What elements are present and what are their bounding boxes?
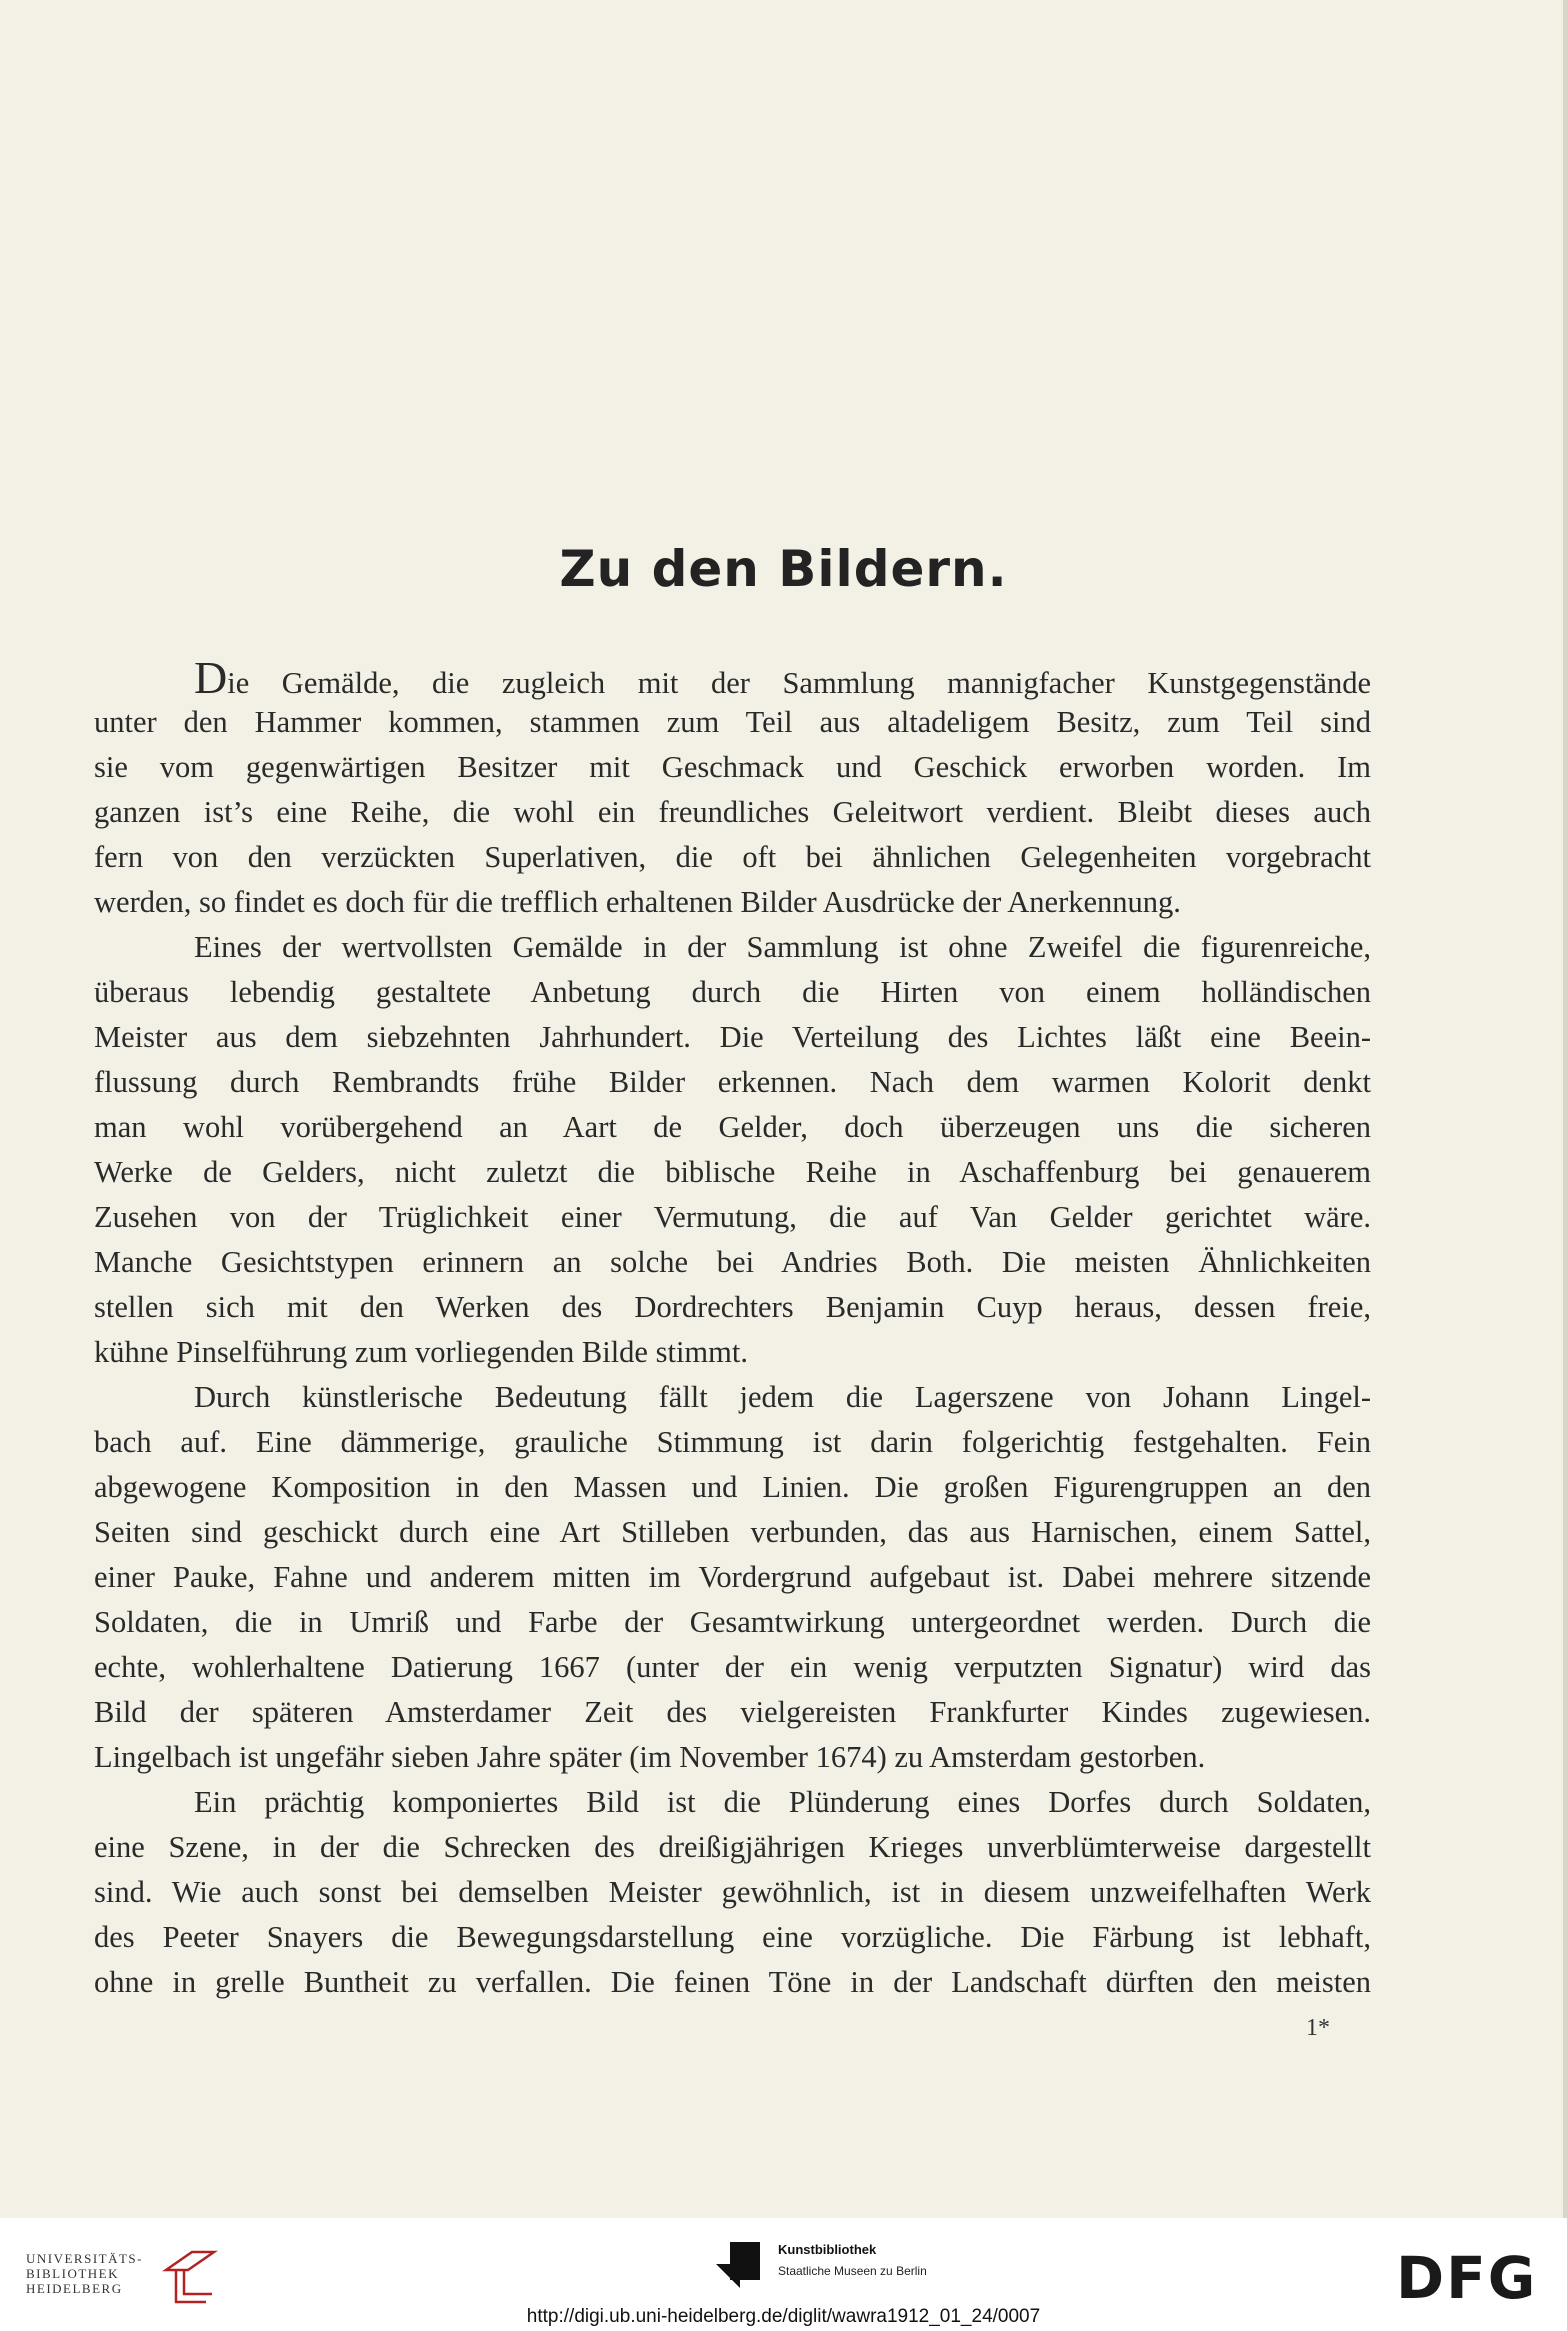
text-line — [94, 1510, 1371, 1555]
text-line — [94, 1330, 1371, 1375]
text-line — [94, 1960, 1371, 2005]
page-title: Zu den Bildern. — [559, 540, 1008, 598]
text-line — [94, 1645, 1371, 1690]
text-line — [94, 1870, 1371, 1915]
text-line-content: eine Szene, in der die Schrecken des dreißigjährigen Krieges unverblümterweise dargestellt — [94, 1830, 1371, 1864]
text-line-content: überaus lebendig gestaltete Anbetung durch die Hirten von einem holländischen — [94, 975, 1371, 1009]
text-line-content: des Peeter Snayers die Bewegungsdarstellung eine vorzügliche. Die Färbung ist lebhaft, — [94, 1920, 1371, 1954]
text-line — [94, 925, 1371, 970]
text-line-content: Werke de Gelders, nicht zuletzt die biblische Reihe in Aschaffenburg bei genauerem — [94, 1155, 1371, 1189]
text-line — [94, 1285, 1371, 1330]
text-line-content: Soldaten, die in Umriß und Farbe der Gesamtwirkung untergeordnet werden. Durch die — [94, 1605, 1371, 1639]
text-line-content: man wohl vorübergehend an Aart de Gelder, doch überzeugen uns die sicheren — [94, 1110, 1371, 1144]
text-line-content: bach auf. Eine dämmerige, grauliche Stimmung ist darin folgerichtig festgehalten. Fein — [94, 1425, 1371, 1459]
text-line-content: Eines der wertvollsten Gemälde in der Sammlung ist ohne Zweifel die figurenreiche, — [194, 930, 1371, 964]
text-line — [94, 1060, 1371, 1105]
text-line — [94, 1375, 1371, 1420]
kunstbibliothek-logo[interactable] — [716, 2236, 976, 2296]
text-line — [94, 1465, 1371, 1510]
text-line — [94, 835, 1371, 880]
text-line — [94, 1420, 1371, 1465]
text-line-content: Bild der späteren Amsterdamer Zeit des vielgereisten Frankfurter Kindes zugewiesen. — [94, 1695, 1371, 1729]
kunstbibliothek-subtitle: Staatliche Museen zu Berlin — [778, 2264, 927, 2278]
dfg-logo[interactable]: DFG — [1396, 2244, 1538, 2312]
text-line — [94, 652, 1371, 703]
uni-logo-line: BIBLIOTHEK — [26, 2266, 119, 2281]
text-line-content: Ein prächtig komponiertes Bild ist die Plünderung eines Dorfes durch Soldaten, — [194, 1785, 1371, 1819]
text-line — [94, 700, 1371, 745]
library-mark-icon — [162, 2248, 218, 2306]
text-line-content: fern von den verzückten Superlativen, die oft bei ähnlichen Gelegenheiten vorgebracht — [94, 840, 1371, 874]
text-line-content: unter den Hammer kommen, stammen zum Teil aus altadeligem Besitz, zum Teil sind — [94, 705, 1371, 739]
text-line-content: ganzen ist’s eine Reihe, die wohl ein freundliches Geleitwort verdient. Bleibt dieses auch — [94, 795, 1371, 829]
text-line — [94, 1195, 1371, 1240]
heidelberg-university-library-logo[interactable] — [26, 2248, 246, 2308]
kunstbibliothek-name: Kunstbibliothek — [778, 2242, 877, 2257]
text-line — [94, 1915, 1371, 1960]
text-line-content: kühne Pinselführung zum vorliegenden Bilde stimmt. — [94, 1335, 748, 1369]
text-line — [94, 790, 1371, 835]
source-url-link[interactable]: http://digi.ub.uni-heidelberg.de/diglit/wawra1912_01_24/0007 — [526, 2306, 1041, 2327]
text-line — [94, 745, 1371, 790]
text-line-content: abgewogene Komposition in den Massen und Linien. Die großen Figurengruppen an den — [94, 1470, 1371, 1504]
text-line — [94, 1015, 1371, 1060]
text-line — [94, 1825, 1371, 1870]
text-line-content: Lingelbach ist ungefähr sieben Jahre später (im November 1674) zu Amsterdam gestorben. — [94, 1740, 1206, 1774]
text-line-content: sie vom gegenwärtigen Besitzer mit Geschmack und Geschick erworben worden. Im — [94, 750, 1371, 784]
text-line-content: Zusehen von der Trüglichkeit einer Vermutung, die auf Van Gelder gerichtet wäre. — [94, 1200, 1371, 1234]
text-line-content: Seiten sind geschickt durch eine Art Stilleben verbunden, das aus Harnischen, einem Sattel, — [94, 1515, 1371, 1549]
text-line — [94, 1240, 1371, 1285]
text-line — [94, 1600, 1371, 1645]
text-line-content: ie Gemälde, die zugleich mit der Sammlung mannigfacher Kunstgegenstände — [227, 666, 1371, 700]
initial-letter: D — [194, 652, 228, 703]
footer — [0, 2218, 1567, 2331]
text-line-content: werden, so findet es doch für die trefflich erhaltenen Bilder Ausdrücke der Anerkennung. — [94, 885, 1181, 919]
text-line — [94, 880, 1371, 925]
page-edge — [1563, 0, 1567, 2218]
body-text — [94, 652, 1371, 2005]
text-line-content: sind. Wie auch sonst bei demselben Meister gewöhnlich, ist in diesem unzweifelhaften Werk — [94, 1875, 1371, 1909]
text-line-content: einer Pauke, Fahne und anderem mitten im Vordergrund aufgebaut ist. Dabei mehrere sitzende — [94, 1560, 1371, 1594]
text-line-content: flussung durch Rembrandts frühe Bilder erkennen. Nach dem warmen Kolorit denkt — [94, 1065, 1371, 1099]
text-line-content: Durch künstlerische Bedeutung fällt jedem die Lagerszene von Johann Lingel- — [194, 1380, 1371, 1414]
text-line-content: Meister aus dem siebzehnten Jahrhundert. Die Verteilung des Lichtes läßt eine Beein- — [94, 1020, 1371, 1054]
uni-logo-line: HEIDELBERG — [26, 2281, 123, 2296]
uni-logo-line: UNIVERSITÄTS- — [26, 2251, 143, 2266]
text-line-content: echte, wohlerhaltene Datierung 1667 (unter der ein wenig verputzten Signatur) wird das — [94, 1650, 1371, 1684]
text-line — [94, 1150, 1371, 1195]
text-line-content: stellen sich mit den Werken des Dordrechters Benjamin Cuyp heraus, dessen freie, — [94, 1290, 1371, 1324]
text-line — [94, 1780, 1371, 1825]
text-line — [94, 970, 1371, 1015]
kunstbibliothek-mark-icon — [716, 2242, 768, 2288]
text-line — [94, 1105, 1371, 1150]
page-number: 1* — [1306, 2015, 1330, 2041]
text-line — [94, 1735, 1371, 1780]
text-line-content: ohne in grelle Buntheit zu verfallen. Die feinen Töne in der Landschaft dürften den meisten — [94, 1965, 1371, 1999]
text-line-content: Manche Gesichtstypen erinnern an solche bei Andries Both. Die meisten Ähnlichkeiten — [94, 1245, 1371, 1279]
text-line — [94, 1555, 1371, 1600]
text-line — [94, 1690, 1371, 1735]
